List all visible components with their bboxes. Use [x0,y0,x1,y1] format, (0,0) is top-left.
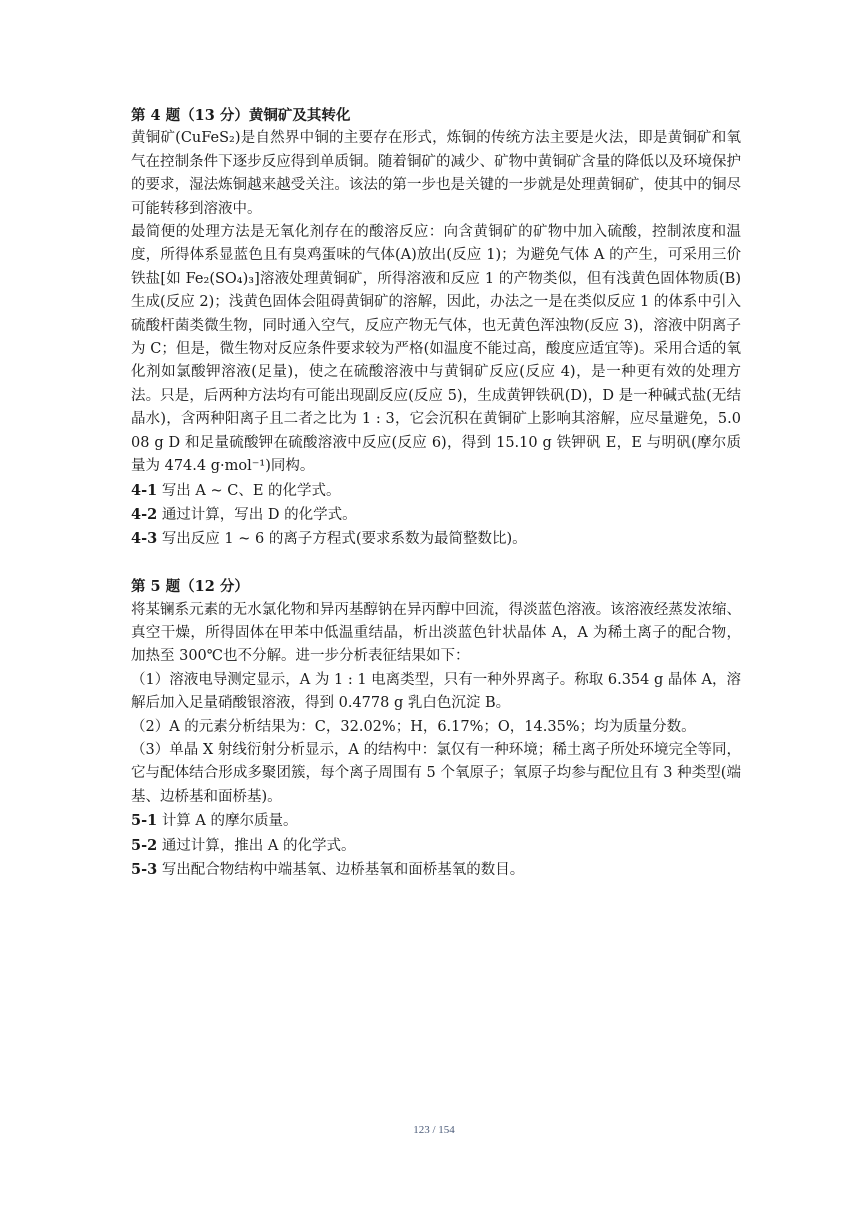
problem-4-paragraph-1: 黄铜矿(CuFeS₂)是自然界中铜的主要存在形式，炼铜的传统方法主要是火法，即是黄铜矿和氧气在控制条件下逐步反应得到单质铜。随着铜矿的减少、矿物中黄铜矿含量的降低以及环境保护的要求，湿法炼铜越来越受关注。该法的第一步也是关键的一步就是处理黄铜矿，使其中的铜尽可能转移到溶液中。 [131,130,741,217]
question-text: 通过计算，推出 A 的化学式。 [161,837,356,854]
question-number: 5-1 [131,812,158,830]
question-number: 5-2 [131,836,158,854]
section-gap [131,552,741,575]
question-4-1 [131,479,741,503]
question-text: 通过计算，写出 D 的化学式。 [161,506,357,523]
question-number: 5-3 [131,860,158,878]
problem-5-title: 第 5 题（12 分） [131,578,249,596]
question-text: 写出配合物结构中端基氧、边桥基氧和面桥基氧的数目。 [161,861,525,878]
problem-4 [131,104,741,552]
question-number: 4-3 [131,530,158,548]
question-text: 写出反应 1 ~ 6 的离子方程式(要求系数为最简整数比)。 [161,531,527,548]
problem-5-item-3: （3）单晶 X 射线衍射分析显示，A 的结构中：氯仅有一种环境；稀土离子所处环境完全等同，它与配体结合形成多聚团簇，每个离子周围有 5 个氧原子；氧原子均参与配位且有 3 种类型(端基、边桥基和面桥基)。 [131,741,741,805]
problem-5 [131,575,741,882]
question-5-1 [131,809,741,833]
page-content [131,104,741,882]
question-number: 4-1 [131,481,158,499]
question-text: 写出 A ~ C、E 的化学式。 [161,482,341,499]
question-4-2 [131,503,741,527]
problem-5-item-1: （1）溶液电导测定显示，A 为 1 : 1 电离类型，只有一种外界离子。称取 6.354 g 晶体 A，溶解后加入足量硝酸银溶液，得到 0.4778 g 乳白色沉淀 B。 [131,671,741,712]
page-number: 123 / 154 [413,1124,455,1136]
question-4-3 [131,527,741,551]
problem-4-paragraph-2: 最简便的处理方法是无氧化剂存在的酸溶反应：向含黄铜矿的矿物中加入硫酸，控制浓度和温度，所得体系显蓝色且有臭鸡蛋味的气体(A)放出(反应 1)；为避免气体 A 的产生，可采用三价铁盐[如 Fe₂(SO₄)₃]溶液处理黄铜矿，所得溶液和反应 1 的产物类似，但有浅黄色固体物质(B)生成(反应 2)；浅黄色固体会阻碍黄铜矿的溶解，因此，办法之一是在类似反应 1 的体系中引入硫酸杆菌类微生物，同时通入空气，反应产物无气体，也无黄色浑浊物(反应 3)，溶液中阴离子为 C；但是，微生物对反应条件要求较为严格(如温度不能过高，酸度应适宜等)。采用合适的氧化剂如氯酸钾溶液(足量)，使之在硫酸溶液中与黄铜矿反应(反应 4)，是一种更有效的处理方法。只是，后两种方法均有可能出现副反应(反应 5)，生成黄钾铁矾(D)，D 是一种碱式盐(无结晶水)，含两种阳离子且二者之比为 1 : 3，它会沉积在黄铜矿上影响其溶解，应尽量避免，5.008 g D 和足量硫酸钾在硫酸溶液中反应(反应 6)，得到 15.10 g 铁钾矾 E，E 与明矾(摩尔质量为 474.4 g·mol⁻¹)同构。 [131,224,741,475]
problem-4-title: 第 4 题（13 分）黄铜矿及其转化 [131,107,351,124]
problem-5-item-2: （2）A 的元素分析结果为：C，32.02%；H，6.17%；O，14.35%；均为质量分数。 [131,718,696,735]
question-number: 4-2 [131,505,158,523]
question-text: 计算 A 的摩尔质量。 [161,813,298,830]
question-5-3 [131,858,741,882]
problem-5-paragraph-1: 将某镧系元素的无水氯化物和异丙基醇钠在异丙醇中回流，得淡蓝色溶液。该溶液经蒸发浓缩、真空干燥，所得固体在甲苯中低温重结晶，析出淡蓝色针状晶体 A，A 为稀土离子的配合物，加热至 300℃也不分解。进一步分析表征结果如下： [131,601,741,665]
question-5-2 [131,834,741,858]
